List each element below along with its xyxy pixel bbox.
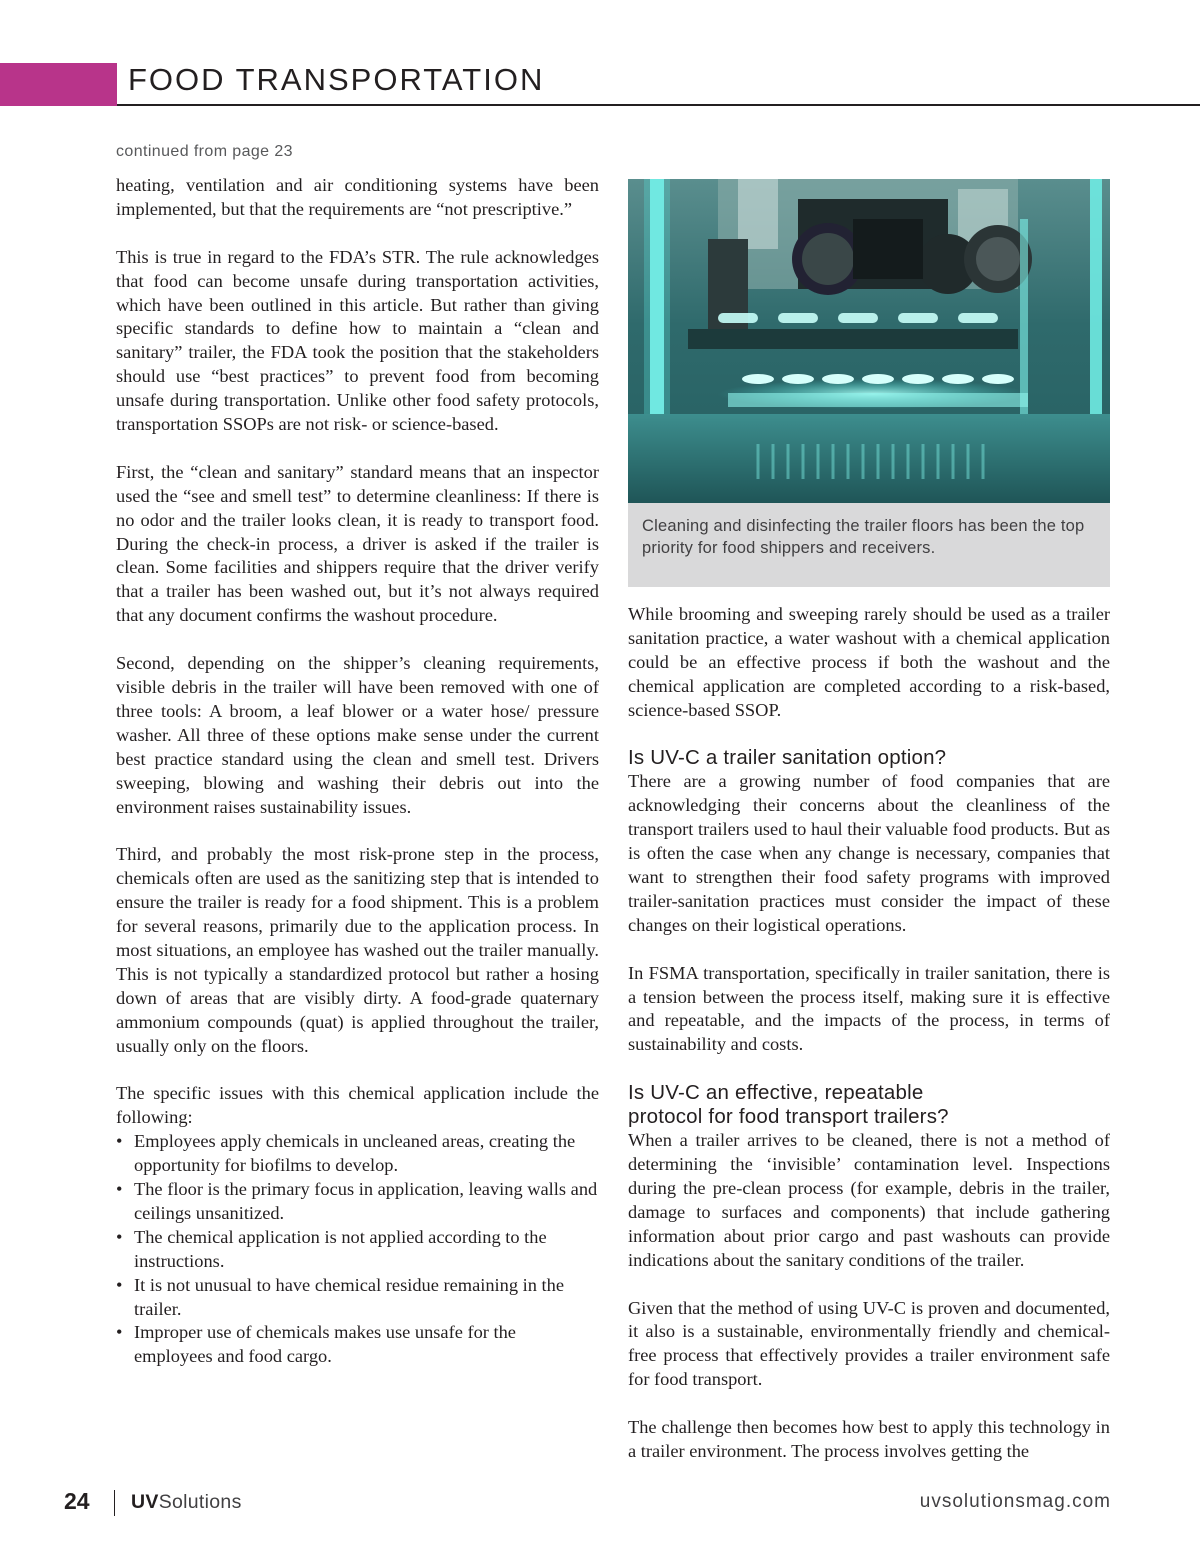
- paragraph: The specific issues with this chemical application include the following:: [116, 1083, 599, 1128]
- footer-divider: [114, 1490, 115, 1516]
- figure-caption: Cleaning and disinfecting the trailer floors has been the top priority for food shippers and receivers.: [642, 517, 1085, 557]
- left-column: [116, 174, 599, 1369]
- paragraph: The challenge then becomes how best to apply this technology in a trailer environment. The process involves getting the: [628, 1417, 1110, 1461]
- paragraph: In FSMA transportation, specifically in trailer sanitation, there is a tension between the process itself, making sure it is effective and repeatable, and the impacts of the process, in terms of sustainability and costs.: [628, 962, 1110, 1055]
- page-number: 24: [64, 1488, 90, 1514]
- list-item: • Employees apply chemicals in uncleaned areas, creating the opportunity for biofilms to develop.: [116, 1130, 599, 1178]
- publication-brand: [131, 1491, 242, 1514]
- publication-url: uvsolutionsmag.com: [919, 1491, 1111, 1512]
- brand-bold: UV: [131, 1491, 159, 1513]
- issue-list: [116, 1130, 599, 1369]
- subheading-line: protocol for food transport trailers?: [628, 1105, 949, 1129]
- section-accent-bar: [0, 63, 117, 106]
- paragraph: First, the “clean and sanitary” standard means that an inspector used the “see and smell test” to determine cleanliness: If there is no odor and the trailer looks clean, it is ready to transport food. During the check-in process, a driver is asked if the trailer is clean. Some facilities and shippers require that the driver verify that a trailer has been washed out, but it’s not always required that any document confirms the washout procedure.: [116, 461, 599, 626]
- paragraph: heating, ventilation and air conditioning systems have been implemented, but that the requirements are “not prescriptive.”: [116, 175, 599, 219]
- list-item: • The chemical application is not applied according to the instructions.: [116, 1226, 599, 1274]
- header-rule: [117, 104, 1200, 106]
- paragraph: Given that the method of using UV-C is proven and documented, it also is a sustainable, environmentally friendly and chemical-free process that effectively provides a trailer environment safe for food transport.: [628, 1297, 1110, 1390]
- section-title: FOOD TRANSPORTATION: [128, 62, 545, 97]
- paragraph: When a trailer arrives to be cleaned, there is not a method of determining the ‘invisible’ contamination level. Inspections during the pre-clean process (for example, debris in the trailer, damage to surfaces and components) that include gathering information about prior cargo and past washouts can provide indications about the sanitary conditions of the trailer.: [628, 1130, 1110, 1270]
- continued-note: continued from page 23: [116, 143, 293, 160]
- right-column: [628, 603, 1110, 1464]
- list-item: • It is not unusual to have chemical residue remaining in the trailer.: [116, 1274, 599, 1322]
- paragraph: Third, and probably the most risk-prone step in the process, chemicals often are used as the sanitizing step that is intended to ensure the trailer is ready for a food shipment. This is a problem for several reasons, primarily due to the application process. In most situations, an employee has washed out the trailer manually. This is not typically a standardized protocol but rather a hosing down of areas that are visibly dirty. A food-grade quaternary ammonium compounds (quat) is applied throughout the trailer, usually only on the floors.: [116, 844, 599, 1056]
- list-item: • Improper use of chemicals makes use unsafe for the employees and food cargo.: [116, 1321, 599, 1369]
- paragraph: While brooming and sweeping rarely should be used as a trailer sanitation practice, a water washout with a chemical application could be an effective process if both the washout and the chemical application are completed according to a risk-based, science-based SSOP.: [628, 604, 1110, 720]
- subheading-line: Is UV-C an effective, repeatable: [628, 1081, 924, 1105]
- subheading: [628, 1081, 1110, 1129]
- figure-caption-box: [628, 503, 1110, 587]
- subheading: Is UV-C a trailer sanitation option?: [628, 746, 947, 770]
- trailer-uv-photo: [628, 179, 1110, 503]
- paragraph: There are a growing number of food companies that are acknowledging their concerns about the cleanliness of the transport trailers used to haul their valuable food products. But as is often the case when any change is necessary, companies that want to strengthen their food safety programs with improved trailer-sanitation practices must consider the impact of these changes on their logistical operations.: [628, 771, 1110, 935]
- brand-light: Solutions: [158, 1491, 242, 1513]
- list-item: • The floor is the primary focus in application, leaving walls and ceilings unsanitized.: [116, 1178, 599, 1226]
- paragraph: This is true in regard to the FDA’s STR. The rule acknowledges that food can become unsafe during transportation activities, which have been outlined in this article. But rather than giving specific standards to define how to maintain a “clean and sanitary” trailer, the FDA took the position that the stakeholders should use “best practices” to prevent food from becoming unsafe during transportation. Unlike other food safety protocols, transportation SSOPs are not risk- or science-based.: [116, 246, 599, 435]
- paragraph: Second, depending on the shipper’s cleaning requirements, visible debris in the trailer will have been removed with one of three tools: A broom, a leaf blower or a water hose/ pressure washer. All three of these options make sense under the current best practice standard using the clean and smell test. Drivers sweeping, blowing and washing their debris out into the environment raises sustainability issues.: [116, 653, 599, 817]
